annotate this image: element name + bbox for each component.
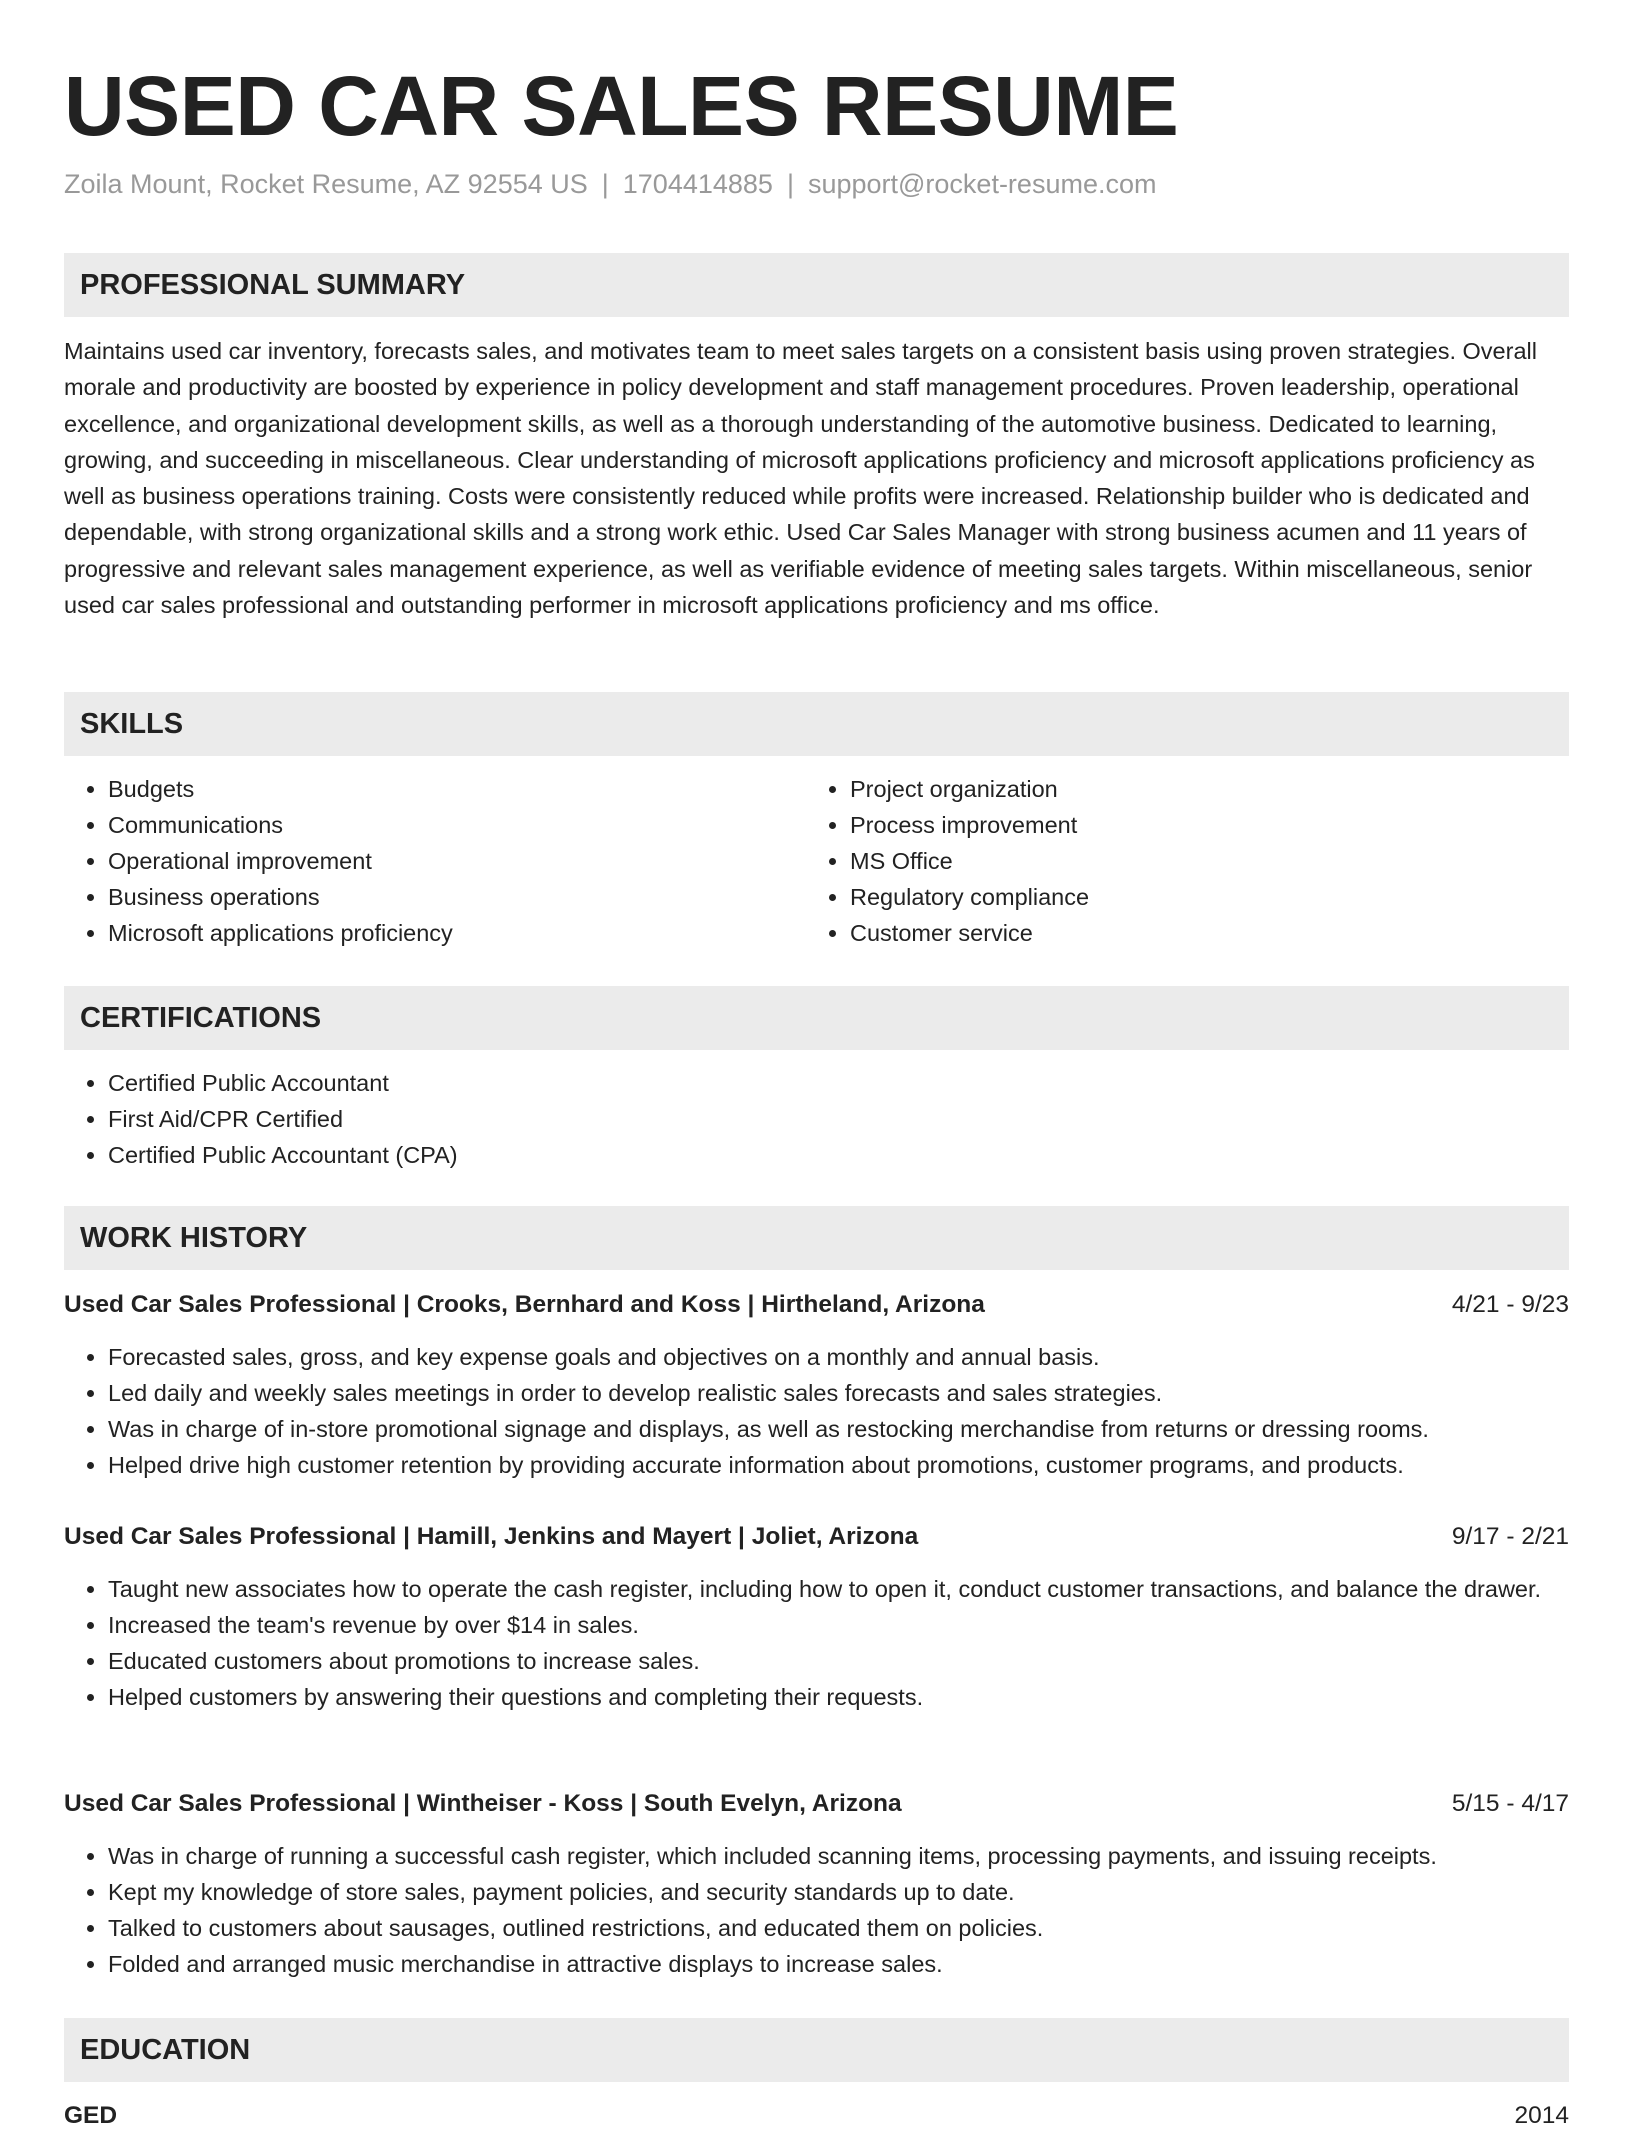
education-year: 2014 <box>1514 2102 1569 2129</box>
resume-title: USED CAR SALES RESUME <box>64 59 1179 153</box>
skill-item: • Customer service <box>850 915 1089 951</box>
job-title: Used Car Sales Professional | Hamill, Jenkins and Mayert | Joliet, Arizona <box>64 1523 919 1550</box>
job-header <box>64 1519 1569 1555</box>
job-bullet: • Forecasted sales, gross, and key expense goals and objectives on a monthly and annual basis. <box>108 1339 1569 1375</box>
job-dates: 9/17 - 2/21 <box>1451 1523 1569 1550</box>
job-bullet: • Kept my knowledge of store sales, payment policies, and security standards up to date. <box>108 1874 1569 1910</box>
skill-item: • Communications <box>108 807 453 843</box>
job-bullet: • Was in charge of running a successful cash register, which included scanning items, processing payments, and issuing receipts. <box>108 1838 1569 1874</box>
section-heading-work-history: WORK HISTORY <box>64 1206 1569 1270</box>
certification-item: • Certified Public Accountant (CPA) <box>108 1137 458 1173</box>
contact-address: Zoila Mount, Rocket Resume, AZ 92554 US <box>64 169 588 199</box>
skill-item: • Operational improvement <box>108 843 453 879</box>
education-entry <box>64 2098 1569 2134</box>
job-dates: 4/21 - 9/23 <box>1451 1291 1569 1318</box>
contact-separator: | <box>601 169 609 199</box>
certifications-bullets <box>64 1065 458 1173</box>
skills-list-left <box>64 771 453 951</box>
job-entry <box>64 1287 1569 1483</box>
skill-item: • MS Office <box>850 843 1089 879</box>
contact-line <box>64 166 1156 202</box>
job-bullet: • Talked to customers about sausages, outlined restrictions, and educated them on policies. <box>108 1910 1569 1946</box>
job-bullets <box>64 1838 1569 1982</box>
job-entry <box>64 1786 1569 1982</box>
job-header <box>64 1786 1569 1822</box>
skills-list-right <box>806 771 1089 951</box>
job-title: Used Car Sales Professional | Wintheiser - Koss | South Evelyn, Arizona <box>64 1790 902 1817</box>
skill-item: • Project organization <box>850 771 1089 807</box>
certification-item: • First Aid/CPR Certified <box>108 1101 458 1137</box>
section-heading-summary: PROFESSIONAL SUMMARY <box>64 253 1569 317</box>
job-bullets <box>64 1571 1569 1715</box>
job-bullet: • Increased the team's revenue by over $14 in sales. <box>108 1607 1569 1643</box>
section-heading-skills: SKILLS <box>64 692 1569 756</box>
job-bullet: • Helped drive high customer retention by providing accurate information about promotions, customer programs, and products. <box>108 1447 1569 1483</box>
job-bullet: • Led daily and weekly sales meetings in order to develop realistic sales forecasts and sales strategies. <box>108 1375 1569 1411</box>
summary-text: Maintains used car inventory, forecasts sales, and motivates team to meet sales targets on a consistent basis using proven strategies. Overall morale and productivity are boosted by experience in policy development and staff management procedures. Proven leadership, operational excellence, and organizational development skills, as well as a thorough understanding of the automotive business. Dedicated to learning, growing, and succeeding in miscellaneous. Clear understanding of microsoft applications proficiency and microsoft applications proficiency as well as business operations training. Costs were consistently reduced while profits were increased. Relationship builder who is dedicated and dependable, with strong organizational skills and a strong work ethic. Used Car Sales Manager with strong business acumen and 11 years of progressive and relevant sales management experience, as well as verifiable evidence of meeting sales targets. Within miscellaneous, senior used car sales professional and outstanding performer in microsoft applications proficiency and ms office. <box>64 338 1537 619</box>
skill-item: • Business operations <box>108 879 453 915</box>
section-heading-certifications: CERTIFICATIONS <box>64 986 1569 1050</box>
education-degree: GED <box>64 2102 118 2129</box>
job-bullet: • Taught new associates how to operate the cash register, including how to open it, conduct customer transactions, and balance the drawer. <box>108 1571 1569 1607</box>
job-bullet: • Was in charge of in-store promotional signage and displays, as well as restocking merchandise from returns or dressing rooms. <box>108 1411 1569 1447</box>
skill-item: • Process improvement <box>850 807 1089 843</box>
job-bullets <box>64 1339 1569 1483</box>
job-bullet: • Helped customers by answering their questions and completing their requests. <box>108 1679 1569 1715</box>
skill-item: • Budgets <box>108 771 453 807</box>
job-dates: 5/15 - 4/17 <box>1451 1790 1569 1817</box>
job-title: Used Car Sales Professional | Crooks, Bernhard and Koss | Hirtheland, Arizona <box>64 1291 985 1318</box>
job-header <box>64 1287 1569 1323</box>
certifications-list <box>64 1065 458 1173</box>
skills-column-right <box>806 771 1089 951</box>
job-bullet: • Educated customers about promotions to increase sales. <box>108 1643 1569 1679</box>
contact-phone: 1704414885 <box>622 169 773 199</box>
job-bullet: • Folded and arranged music merchandise in attractive displays to increase sales. <box>108 1946 1569 1982</box>
skill-item: • Regulatory compliance <box>850 879 1089 915</box>
contact-email: support@rocket-resume.com <box>807 169 1157 199</box>
certification-item: • Certified Public Accountant <box>108 1065 458 1101</box>
skill-item: • Microsoft applications proficiency <box>108 915 453 951</box>
skills-column-left <box>64 771 453 951</box>
section-heading-education: EDUCATION <box>64 2018 1569 2082</box>
contact-separator: | <box>786 169 794 199</box>
job-entry <box>64 1519 1569 1715</box>
